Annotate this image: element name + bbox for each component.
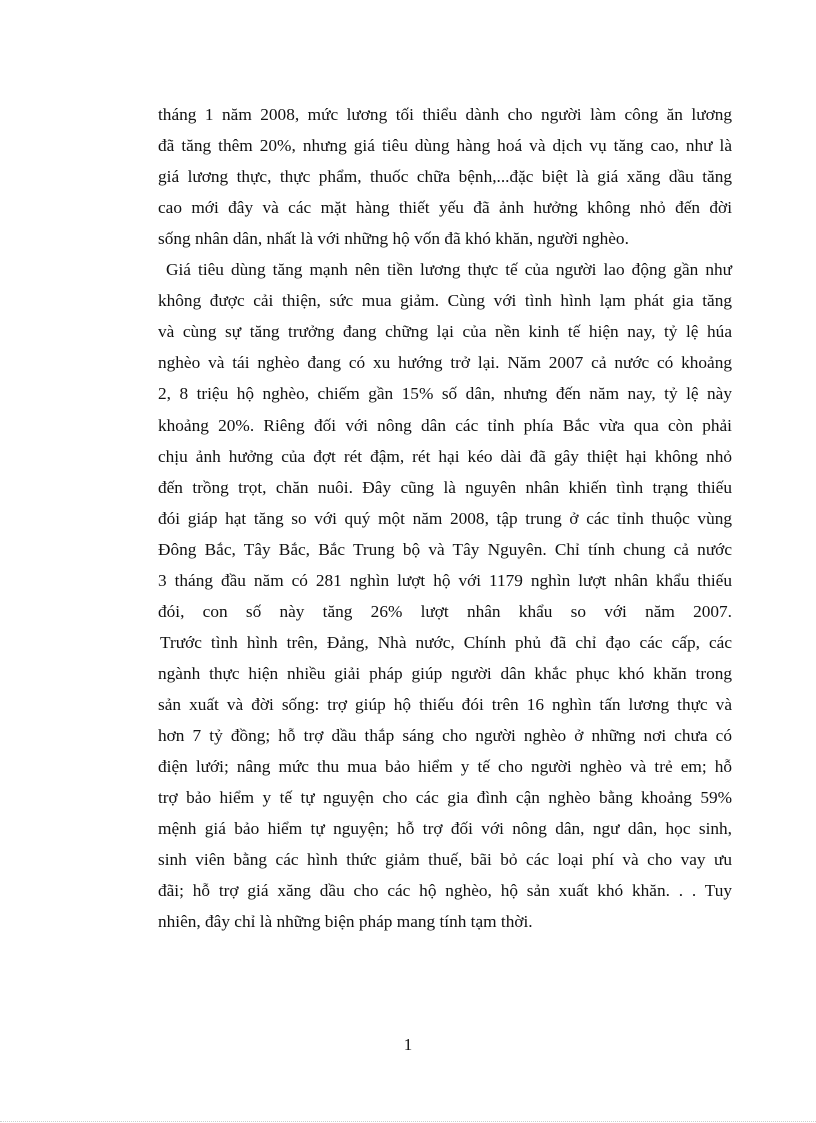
text-line: trợ bảo hiểm y tế tự nguyện cho các gia đình cận nghèo bằng khoảng 59% (158, 788, 732, 807)
text-line: hơn 7 tỷ đồng; hỗ trợ dầu thắp sáng cho người nghèo ở những nơi chưa có (158, 726, 732, 745)
text-line: sinh viên bằng các hình thức giảm thuế, bãi bỏ các loại phí và cho vay ưu (158, 850, 732, 869)
text-line: ngành thực hiện nhiều giải pháp giúp người dân khắc phục khó khăn trong (158, 664, 732, 683)
text-line: Đông Bắc, Tây Bắc, Bắc Trung bộ và Tây Nguyên. Chỉ tính chung cả nước (158, 540, 732, 559)
text-line: tháng 1 năm 2008, mức lương tối thiểu dành cho người làm công ăn lương (158, 105, 732, 124)
text-line: Trước tình hình trên, Đảng, Nhà nước, Chính phủ đã chỉ đạo các cấp, các (160, 633, 732, 652)
text-line: cao mới đây và các mặt hàng thiết yếu đã ảnh hưởng không nhỏ đến đời (158, 198, 732, 217)
text-line: nhiên, đây chỉ là những biện pháp mang tính tạm thời. (158, 912, 533, 931)
page-bottom-divider (0, 1121, 816, 1122)
text-line: Giá tiêu dùng tăng mạnh nên tiền lương thực tế của người lao động gần như (166, 260, 732, 279)
text-line: sống nhân dân, nhất là với những hộ vốn đã khó khăn, người nghèo. (158, 229, 629, 248)
text-line: đói, con số này tăng 26% lượt nhân khẩu so với năm 2007. (158, 602, 732, 621)
text-line: chịu ảnh hưởng của đợt rét đậm, rét hại kéo dài đã gây thiệt hại không nhỏ (158, 447, 732, 466)
text-line: mệnh giá bảo hiểm tự nguyện; hỗ trợ đối với nông dân, ngư dân, học sinh, (158, 819, 732, 838)
text-line: điện lưới; nâng mức thu mua bảo hiểm y tế cho người nghèo và trẻ em; hỗ (158, 757, 732, 776)
text-line: giá lương thực, thực phẩm, thuốc chữa bệnh,...đặc biệt là giá xăng dầu tăng (158, 167, 732, 186)
text-line: và cùng sự tăng trưởng đang chững lại của nền kinh tế hiện nay, tỷ lệ húa (158, 322, 732, 341)
text-line: đến trồng trọt, chăn nuôi. Đây cũng là nguyên nhân khiến tình trạng thiếu (158, 478, 732, 497)
text-line: đã tăng thêm 20%, nhưng giá tiêu dùng hàng hoá và dịch vụ tăng cao, như là (158, 136, 732, 155)
text-line: khoảng 20%. Riêng đối với nông dân các tỉnh phía Bắc vừa qua còn phải (158, 416, 732, 435)
text-line: 2, 8 triệu hộ nghèo, chiếm gần 15% số dân, nhưng đến năm nay, tỷ lệ này (158, 384, 732, 403)
page-number: 1 (403, 1035, 413, 1054)
text-line: không được cải thiện, sức mua giảm. Cùng với tình hình lạm phát gia tăng (158, 291, 732, 310)
text-line: đói giáp hạt tăng so với quý một năm 2008, tập trung ở các tỉnh thuộc vùng (158, 509, 732, 528)
text-line: 3 tháng đầu năm có 281 nghìn lượt hộ với 1179 nghìn lượt nhân khẩu thiếu (158, 571, 732, 590)
text-line: nghèo và tái nghèo đang có xu hướng trở lại. Năm 2007 cả nước có khoảng (158, 353, 732, 372)
text-line: đãi; hỗ trợ giá xăng dầu cho các hộ nghèo, hộ sản xuất khó khăn. . . Tuy (158, 881, 732, 900)
text-line: sản xuất và đời sống: trợ giúp hộ thiếu đói trên 16 nghìn tấn lương thực và (158, 695, 732, 714)
